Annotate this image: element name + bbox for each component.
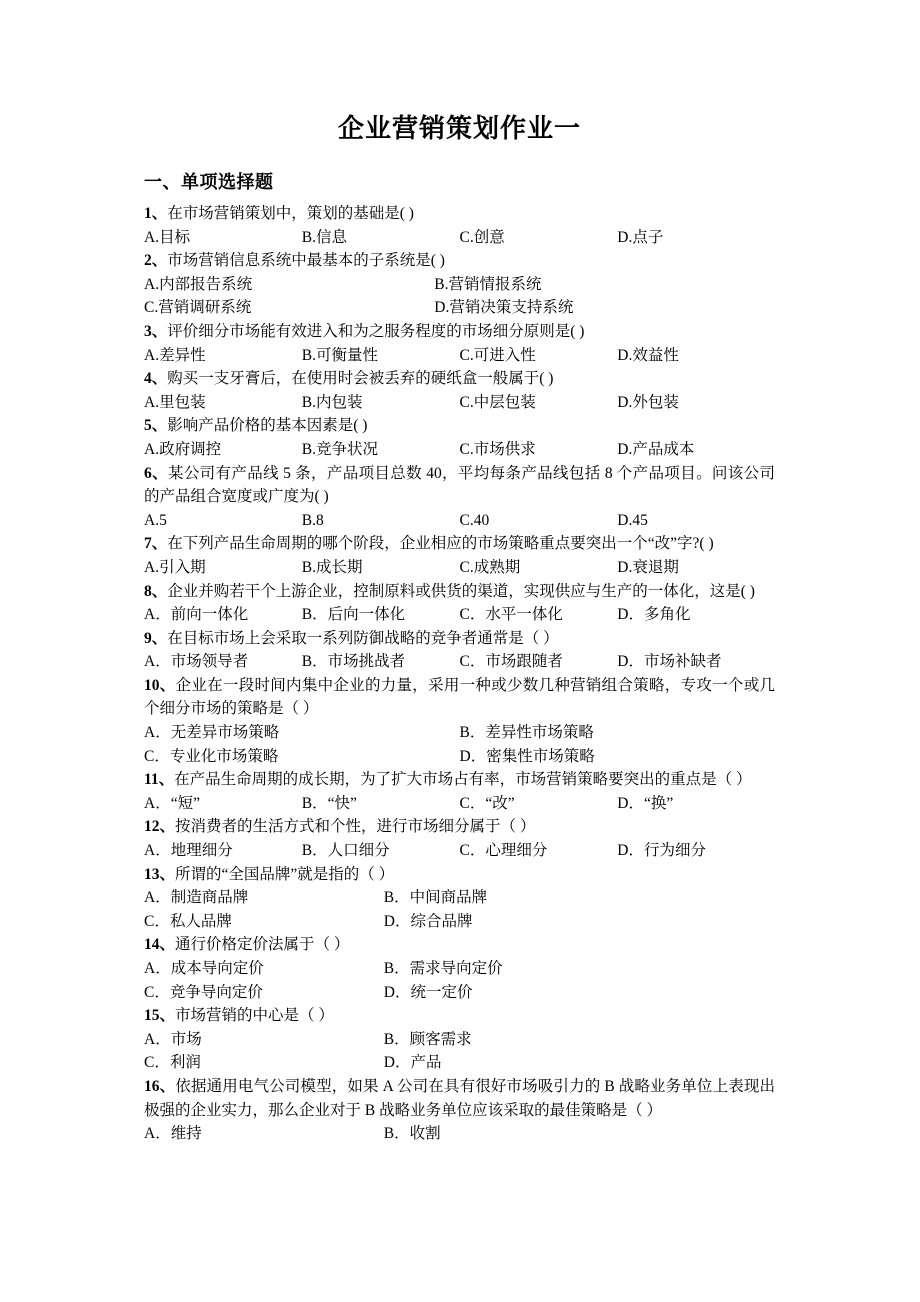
option-row [144, 603, 775, 627]
page-title: 企业营销策划作业一 [337, 114, 581, 143]
answer-option[interactable]: A．前向一体化 [144, 606, 249, 624]
question-number: 2、 [144, 252, 168, 270]
question-text: 评价细分市场能有效进入和为之服务程度的市场细分原则是( ) [167, 322, 585, 340]
answer-option[interactable]: B.内包装 [301, 393, 363, 411]
question-text: 按消费者的生活方式和个性，进行市场细分属于（ ） [175, 818, 536, 836]
answer-option[interactable]: B.8 [301, 511, 324, 529]
question-item [144, 1004, 775, 1075]
answer-option[interactable]: A．市场 [144, 1030, 202, 1048]
answer-option[interactable]: A．制造商品牌 [144, 889, 249, 907]
answer-option[interactable]: C.营销调研系统 [144, 299, 252, 317]
question-number: 1、 [144, 205, 168, 222]
question-item [144, 462, 775, 533]
question-item [144, 202, 775, 249]
question-text: 企业并购若干个上游企业，控制原料或供货的渠道，实现供应与生产的一体化，这是( ) [167, 582, 755, 600]
question-text: 购买一支牙膏后，在使用时会被丢弃的硬纸盒一般属于( ) [167, 370, 554, 388]
answer-option[interactable]: A.内部报告系统 [144, 275, 253, 293]
option-row [144, 438, 775, 462]
answer-option[interactable]: D．密集性市场策略 [459, 747, 595, 765]
option-row [144, 1028, 775, 1075]
question-stem [144, 863, 775, 887]
answer-option[interactable]: C.可进入性 [459, 346, 536, 364]
question-text: 在目标市场上会采取一系列防御战略的竞争者通常是（ ） [167, 629, 559, 647]
answer-option[interactable]: D．多角化 [617, 606, 691, 624]
question-text: 依据通用电气公司模型，如果 A 公司在具有很好市场吸引力的 B 战略业务单位上表现出极强的企业实力，那么企业对于 B 战略业务单位应该采取的最佳策略是（ ） [144, 1077, 775, 1119]
question-number: 5、 [144, 417, 168, 435]
option-row [144, 650, 775, 674]
answer-option[interactable]: C．竞争导向定价 [144, 983, 263, 1001]
question-text: 企业在一段时间内集中企业的力量，采用一种或少数几种营销组合策略，专攻一个或几个细分市场的策略是（ ） [144, 676, 775, 718]
question-stem [144, 815, 775, 839]
option-row [144, 721, 775, 768]
answer-option[interactable]: A.里包装 [144, 393, 206, 411]
answer-option[interactable]: B.成长期 [301, 558, 363, 576]
question-text: 通行价格定价法属于（ ） [175, 936, 350, 954]
option-row [144, 957, 775, 1004]
answer-option[interactable]: B.竞争状况 [301, 440, 378, 458]
question-stem [144, 532, 775, 556]
answer-option[interactable]: C．水平一体化 [459, 606, 563, 624]
answer-option[interactable]: C.市场供求 [459, 440, 536, 458]
question-stem [144, 249, 775, 273]
answer-option[interactable]: A.目标 [144, 228, 191, 246]
question-text: 某公司有产品线 5 条，产品项目总数 40，平均每条产品线包括 8 个产品项目。问该公司的产品组合宽度或广度为( ) [144, 464, 775, 506]
answer-option[interactable]: C．私人品牌 [144, 912, 232, 930]
section-heading: 一、单项选择题 [144, 172, 274, 193]
answer-option[interactable]: C.中层包装 [459, 393, 536, 411]
answer-option[interactable]: D．综合品牌 [383, 912, 473, 930]
question-number: 16、 [144, 1077, 176, 1095]
question-item [144, 933, 775, 1004]
question-number: 9、 [144, 629, 168, 647]
answer-option[interactable]: A.5 [144, 511, 167, 529]
answer-option[interactable]: B．后向一体化 [301, 606, 406, 624]
answer-option[interactable]: B.可衡量性 [301, 346, 378, 364]
option-row [144, 226, 775, 250]
question-stem [144, 320, 775, 344]
answer-option[interactable]: B．“快” [301, 794, 357, 812]
question-stem [144, 1004, 775, 1028]
answer-option[interactable]: B．人口细分 [301, 842, 390, 860]
question-text: 在下列产品生命周期的哪个阶段，企业相应的市场策略重点要突出一个“改”字?( ) [167, 535, 714, 553]
question-number: 10、 [144, 676, 176, 694]
question-stem [144, 367, 775, 391]
question-item [144, 674, 775, 768]
question-number: 15、 [144, 1007, 176, 1025]
question-text: 影响产品价格的基本因素是( ) [167, 417, 368, 435]
question-number: 12、 [144, 818, 176, 836]
answer-option[interactable]: D.衰退期 [617, 558, 679, 576]
question-text: 在产品生命周期的成长期，为了扩大市场占有率，市场营销策略要突出的重点是（ ） [174, 771, 752, 789]
question-number: 4、 [144, 370, 168, 388]
question-number: 13、 [144, 865, 176, 883]
question-stem [144, 414, 775, 438]
option-row [144, 556, 775, 580]
question-list [144, 202, 775, 1146]
option-row [144, 792, 775, 816]
answer-option[interactable]: D.外包装 [617, 393, 679, 411]
question-item [144, 1075, 775, 1146]
answer-option[interactable]: C．专业化市场策略 [144, 747, 279, 765]
question-stem [144, 674, 775, 721]
option-row [144, 344, 775, 368]
answer-option[interactable]: C．利润 [144, 1054, 201, 1072]
option-row [144, 273, 775, 320]
question-text: 所谓的“全国品牌”就是指的（ ） [175, 865, 395, 883]
answer-option[interactable]: D．统一定价 [383, 983, 473, 1001]
question-stem [144, 1075, 775, 1122]
answer-option[interactable]: B．市场挑战者 [301, 653, 406, 671]
answer-option[interactable]: D.点子 [617, 228, 664, 246]
question-item [144, 863, 775, 934]
answer-option[interactable]: D.产品成本 [617, 440, 695, 458]
option-row [144, 1122, 775, 1146]
answer-option[interactable]: D.45 [617, 511, 648, 529]
answer-option[interactable]: C．市场跟随者 [459, 653, 563, 671]
answer-option[interactable]: B．差异性市场策略 [459, 724, 594, 742]
answer-option[interactable]: D．市场补缺者 [617, 653, 722, 671]
answer-option[interactable]: A.引入期 [144, 558, 206, 576]
question-item [144, 627, 775, 674]
question-number: 14、 [144, 936, 176, 954]
answer-option[interactable]: D.效益性 [617, 346, 679, 364]
answer-option[interactable]: A．地理细分 [144, 842, 233, 860]
question-item [144, 414, 775, 461]
question-number: 6、 [144, 464, 168, 482]
question-text: 在市场营销策划中，策划的基础是( ) [167, 205, 414, 222]
answer-option[interactable]: B.信息 [301, 228, 347, 246]
option-row [144, 391, 775, 415]
question-item [144, 320, 775, 367]
question-stem [144, 580, 775, 604]
question-item [144, 249, 775, 320]
answer-option[interactable]: B．收割 [383, 1125, 441, 1143]
option-row [144, 509, 775, 533]
question-number: 7、 [144, 535, 168, 553]
answer-option[interactable]: C.40 [459, 511, 490, 529]
answer-option[interactable]: A．“短” [144, 794, 200, 812]
answer-option[interactable]: D．行为细分 [617, 842, 706, 860]
question-stem [144, 627, 775, 651]
question-item [144, 768, 775, 815]
answer-option[interactable]: A．成本导向定价 [144, 960, 264, 977]
question-text: 市场营销的中心是（ ） [175, 1007, 334, 1025]
answer-option[interactable]: B．需求导向定价 [383, 960, 503, 977]
answer-option[interactable]: C．心理细分 [459, 842, 548, 860]
answer-option[interactable]: A．维持 [144, 1125, 202, 1143]
question-stem [144, 202, 775, 226]
question-number: 8、 [144, 582, 168, 600]
answer-option[interactable]: A．市场领导者 [144, 653, 249, 671]
question-item [144, 367, 775, 414]
question-number: 3、 [144, 322, 168, 340]
question-stem [144, 933, 775, 957]
answer-option[interactable]: D.营销决策支持系统 [434, 299, 574, 317]
answer-option[interactable]: A．无差异市场策略 [144, 724, 280, 742]
option-row [144, 839, 775, 863]
question-number: 11、 [144, 771, 175, 789]
option-row [144, 886, 775, 933]
answer-option[interactable]: C.成熟期 [459, 558, 521, 576]
answer-option[interactable]: B．顾客需求 [383, 1030, 472, 1048]
question-stem [144, 462, 775, 509]
answer-option[interactable]: A.差异性 [144, 346, 206, 364]
question-item [144, 815, 775, 862]
answer-option[interactable]: D．产品 [383, 1054, 442, 1072]
answer-option[interactable]: D．“换” [617, 794, 674, 812]
question-stem [144, 768, 775, 792]
answer-option[interactable]: C.创意 [459, 228, 505, 246]
question-item [144, 532, 775, 579]
question-item [144, 580, 775, 627]
question-text: 市场营销信息系统中最基本的子系统是( ) [167, 252, 445, 270]
answer-option[interactable]: B.营销情报系统 [434, 275, 542, 293]
answer-option[interactable]: C．“改” [459, 794, 515, 812]
answer-option[interactable]: B．中间商品牌 [383, 889, 488, 907]
answer-option[interactable]: A.政府调控 [144, 440, 222, 458]
